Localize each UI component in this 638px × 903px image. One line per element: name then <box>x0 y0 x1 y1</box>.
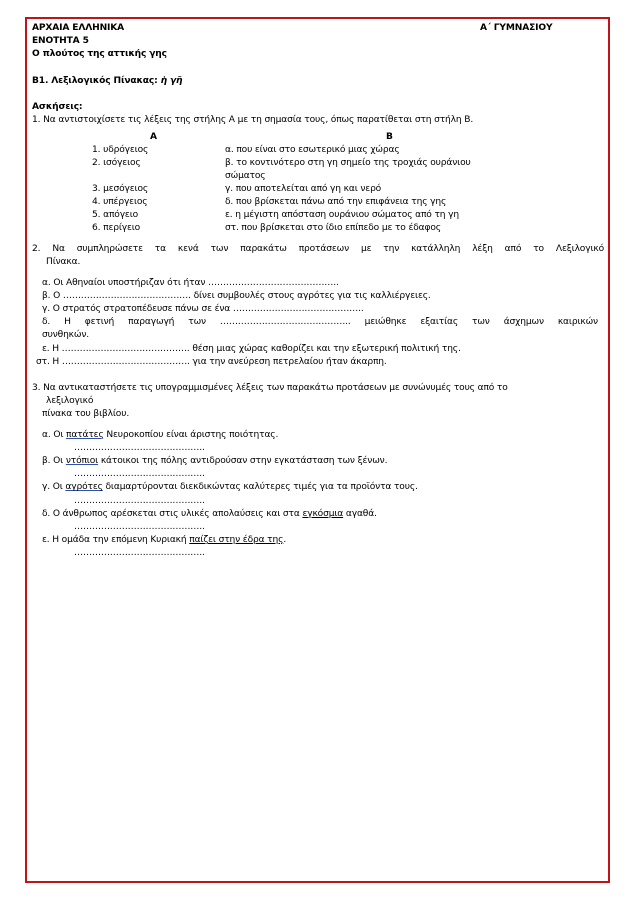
ex1-matching-table <box>32 131 604 251</box>
unit-label: ΕΝΟΤΗΤΑ 5 <box>32 36 89 47</box>
ex3-instruction-line3: πίνακα του βιβλίου. <box>42 409 130 420</box>
ex2-item-continued: συνθηκών. <box>42 330 90 341</box>
ex3-item-post: . <box>283 535 287 546</box>
ex3-item-post: διαμαρτύρονται διεκδικώντας καλύτερες τιμές για τα προϊόντα τους. <box>102 482 418 493</box>
ex3-item-pre: α. Οι <box>42 429 67 440</box>
section-term: ἡ γῆ <box>160 75 183 86</box>
col-a-item: 5. απόγειο <box>92 210 139 221</box>
col-a-item: 2. ισόγειος <box>92 158 141 169</box>
col-b-item: γ. που αποτελείται από γη και νερό <box>225 184 382 195</box>
ex2-instruction-line2: Πίνακα. <box>46 257 81 268</box>
col-a-item: 1. υδρόγειος <box>92 145 149 156</box>
exercises-heading: Ασκήσεις: <box>32 101 83 112</box>
col-b-item: στ. που βρίσκεται στο ίδιο επίπεδο με το έδαφος <box>225 223 441 234</box>
col-a-item: 6. περίγειο <box>92 223 141 234</box>
ex3-item-pre: β. Οι <box>42 456 66 467</box>
ex2-item: στ. Η ……………………………………. για την ανεύρεση πετρελαίου ήταν άκαρπη. <box>36 356 387 367</box>
ex3-item <box>32 534 604 547</box>
header-row <box>32 22 604 35</box>
ex3-answer-blank[interactable]: …………………………………….. <box>74 548 205 559</box>
col-a-item: 3. μεσόγειος <box>92 184 149 195</box>
col-b-item: δ. που βρίσκεται πάνω από την επιφάνεια της γης <box>225 197 447 208</box>
ex3-answer-blank[interactable]: …………………………………….. <box>74 495 205 506</box>
worksheet <box>32 22 604 561</box>
section-title <box>32 75 604 88</box>
ex2-item: ε. Η ……………………………………. θέση μιας χώρας καθορίζει και την εξωτερική πολιτική της. <box>42 343 461 354</box>
ex3-answer-blank[interactable]: …………………………………….. <box>74 442 205 453</box>
ex2-item: α. Οι Αθηναίοι υποστήριζαν ότι ήταν …………………………………….. <box>42 277 339 288</box>
underlined-word: παίζει στην έδρα της <box>189 535 284 546</box>
ex3-instruction-line2: λεξιλογικό <box>46 396 94 407</box>
unit-title: Ο πλούτος της αττικής γης <box>32 49 167 60</box>
ex3-item-post: αγαθά. <box>343 508 377 519</box>
ex2-item: β. Ο ……………………………………. δίνει συμβουλές στους αγρότες για τις καλλιέργειες. <box>42 290 431 301</box>
ex3-answer-blank[interactable]: …………………………………….. <box>74 469 205 480</box>
ex3-instruction-line1: 3. Να αντικαταστήσετε τις υπογραμμισμένες λέξεις των παρακάτω προτάσεων με συνώνυμές τους από το <box>32 383 508 394</box>
ex3-item-post: Νευροκοπίου είναι άριστης ποιότητας. <box>103 429 279 440</box>
col-b-item-continued: σώματος <box>225 171 266 182</box>
ex2-item-text: δ. Η φετινή παραγωγή των …………………………………….. μειώθηκε εξαιτίας των άσχημων καιρικών <box>42 317 598 328</box>
col-a-header: Α <box>150 132 157 143</box>
subject-title: ΑΡΧΑΙΑ ΕΛΛΗΝΙΚΑ <box>32 23 125 33</box>
ex2-instruction-line1: 2. Να συμπληρώσετε τα κενά των παρακάτω προτάσεων με την κατάλληλη λέξη από το Λεξιλογικό <box>32 244 604 255</box>
underlined-word: αγρότες <box>65 482 103 493</box>
class-title: Α΄ ΓΥΜΝΑΣΙΟΥ <box>480 23 553 33</box>
col-a-item: 4. υπέργειος <box>92 197 148 208</box>
col-b-header: Β <box>386 132 393 143</box>
ex3-item-pre: γ. Οι <box>42 482 66 493</box>
ex2-item: γ. Ο στρατός στρατοπέδευσε πάνω σε ένα …………………………………….. <box>42 304 364 315</box>
underlined-word: εγκόσμια <box>302 508 344 519</box>
ex3-item <box>32 508 604 521</box>
ex3-item-post: κάτοικοι της πόλης αντιδρούσαν στην εγκατάσταση των ξένων. <box>98 456 388 467</box>
underlined-word: πατάτες <box>66 429 104 440</box>
ex3-answer-blank[interactable]: …………………………………….. <box>74 522 205 533</box>
ex3-item-pre: ε. Η ομάδα την επόμενη Κυριακή <box>42 535 190 546</box>
col-b-item: β. το κοντινότερο στη γη σημείο της τροχιάς ουράνιου <box>225 158 471 169</box>
ex3-item-pre: δ. Ο άνθρωπος αρέσκεται στις υλικές απολαύσεις και στα <box>42 508 303 519</box>
underlined-word: ντόπιοι <box>65 456 99 467</box>
ex2-item <box>32 316 604 329</box>
section-label: Β1. Λεξιλογικός Πίνακας: <box>32 75 158 86</box>
ex3-item <box>32 429 604 442</box>
ex3-item <box>32 481 604 494</box>
ex3-item <box>32 455 604 468</box>
col-b-item: α. που είναι στο εσωτερικό μιας χώρας <box>225 145 400 156</box>
ex1-instruction: 1. Να αντιστοιχίσετε τις λέξεις της στήλης Α με τη σημασία τους, όπως παρατίθεται στη στήλη Β. <box>32 115 474 126</box>
col-b-item: ε. η μέγιστη απόσταση ουράνιου σώματος από τη γη <box>225 210 459 221</box>
